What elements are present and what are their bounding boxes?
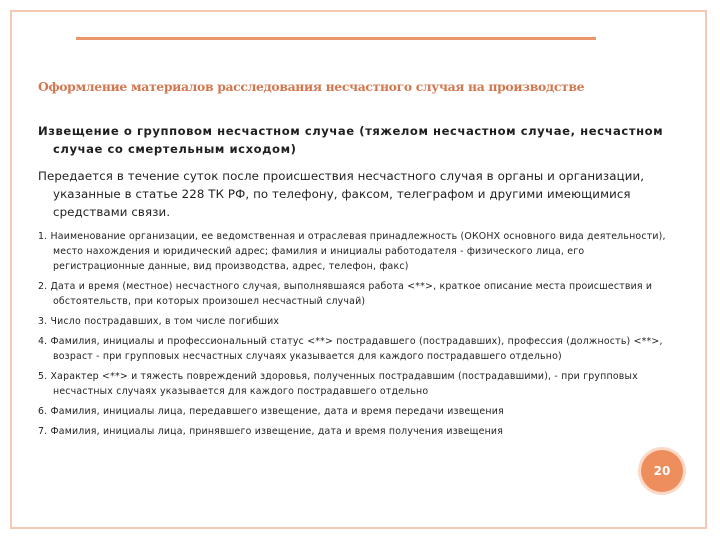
- list-item: 5. Характер <**> и тяжесть повреждений здоровья, полученных пострадавшим (пострадавшими), - при групповых несчастных случаях указывается для каждого пострадавшего отдельно: [38, 371, 638, 397]
- slide-content: [38, 122, 668, 444]
- list-item: 7. Фамилия, инициалы лица, принявшего извещение, дата и время получения извещения: [38, 426, 504, 437]
- page-number-badge: 20: [641, 450, 683, 492]
- intro-paragraph: Передается в течение суток после происшествия несчастного случая в органы и организации, указанные в статье 228 ТК РФ, по телефону, факсом, телеграфом и другими имеющимися средствами связи.: [38, 169, 645, 219]
- header-rule: [76, 37, 596, 40]
- list-item: 4. Фамилия, инициалы и профессиональный статус <**> пострадавшего (пострадавших), профессия (должность) <**>, возраст - при групповых несчастных случаях указывается для каждого пострадавшего отдельно): [38, 336, 663, 362]
- slide-title: Оформление материалов расследования несчастного случая на производстве: [38, 79, 585, 94]
- list-item: 6. Фамилия, инициалы лица, передавшего извещение, дата и время передачи извещения: [38, 406, 504, 417]
- notice-heading: Извещение о групповом несчастном случае (тяжелом несчастном случае, несчастном случае со смертельным исходом): [38, 124, 664, 156]
- list-item: 2. Дата и время (местное) несчастного случая, выполнявшаяся работа <**>, краткое описание места происшествия и обстоятельств, при которых произошел несчастный случай): [38, 281, 653, 307]
- list-item: 3. Число пострадавших, в том числе погибших: [38, 316, 280, 327]
- list-item: 1. Наименование организации, ее ведомственная и отраслевая принадлежность (ОКОНХ основного вида деятельности), место нахождения и юридический адрес; фамилия и инициалы работодателя - физического лица, его регистрационные данные, вид производства, адрес, телефон, факс): [38, 231, 666, 272]
